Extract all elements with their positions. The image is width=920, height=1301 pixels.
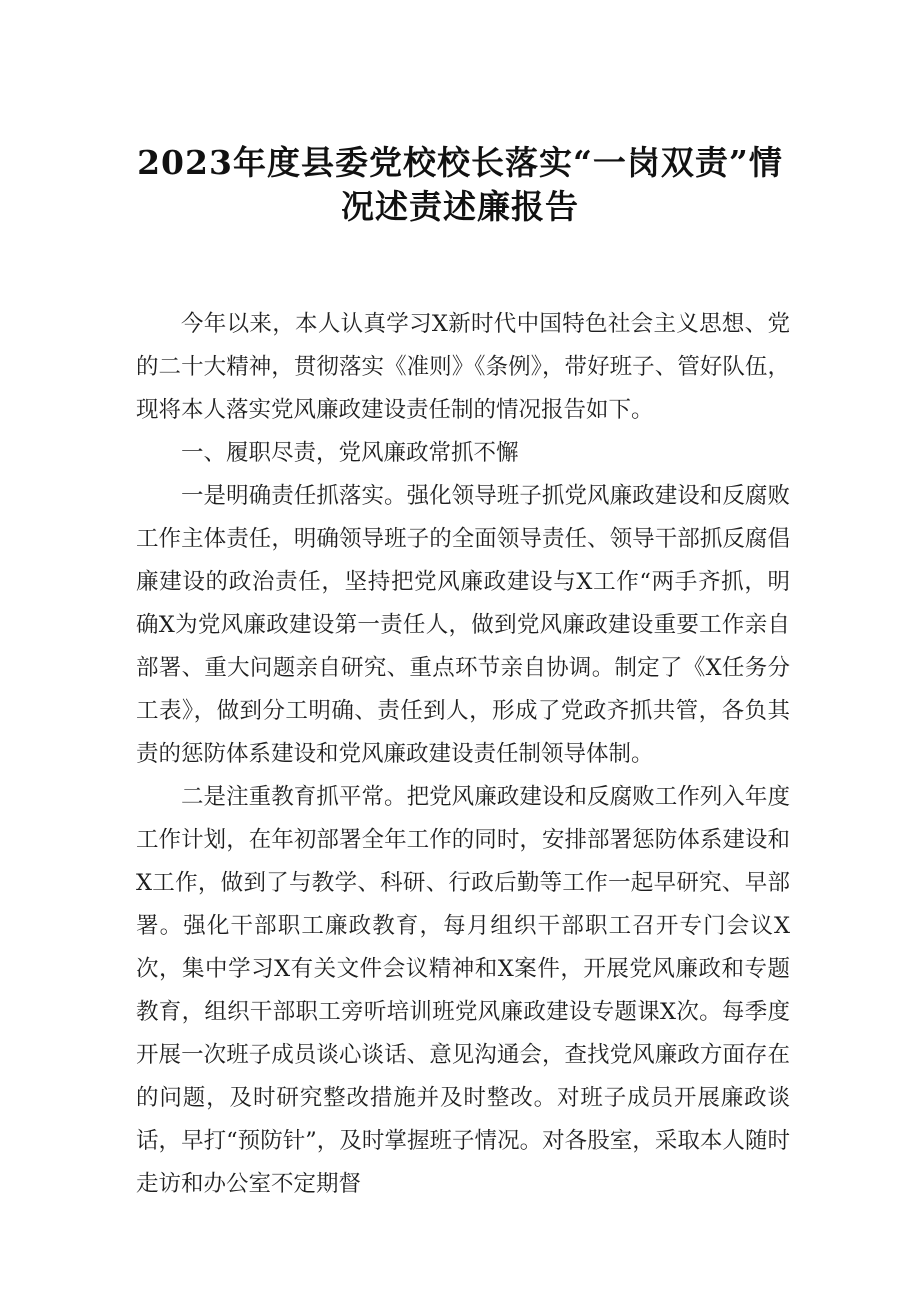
document-title-line-2: 况述责述廉报告 <box>341 187 579 226</box>
document-body <box>136 303 790 1206</box>
section-heading-1: 一、履职尽责，党风廉政常抓不懈 <box>181 440 519 466</box>
document-title-line-1: 2023年度县委党校校长落实“一岗双责”情 <box>137 143 783 182</box>
paragraph-education: 二是注重教育抓平常。把党风廉政建设和反腐败工作列入年度工作计划，在年初部署全年工作的同时，安排部署惩防体系建设和X工作，做到了与教学、科研、行政后勤等工作一起早研究、早部署。强化干部职工廉政教育，每月组织干部职工召开专门会议X次，集中学习X有关文件会议精神和X案件，开展党风廉政和专题教育，组织干部职工旁听培训班党风廉政建设专题课X次。每季度开展一次班子成员谈心谈话、意见沟通会，查找党风廉政方面存在的问题，及时研究整改措施并及时整改。对班子成员开展廉政谈话，早打“预防针”，及时掌握班子情况。对各股室，采取本人随时走访和办公室不定期督 <box>136 784 790 1197</box>
paragraph-intro: 今年以来，本人认真学习X新时代中国特色社会主义思想、党的二十大精神，贯彻落实《准则》《条例》，带好班子、管好队伍，现将本人落实党风廉政建设责任制的情况报告如下。 <box>136 311 790 423</box>
paragraph-responsibility: 一是明确责任抓落实。强化领导班子抓党风廉政建设和反腐败工作主体责任，明确领导班子的全面领导责任、领导干部抓反腐倡廉建设的政治责任，坚持把党风廉政建设与X工作“两手齐抓，明确X为党风廉政建设第一责任人，做到党风廉政建设重要工作亲自部署、重大问题亲自研究、重点环节亲自协调。制定了《X任务分工表》，做到分工明确、责任到人，形成了党政齐抓共管，各负其责的惩防体系建设和党风廉政建设责任制领导体制。 <box>136 483 790 767</box>
